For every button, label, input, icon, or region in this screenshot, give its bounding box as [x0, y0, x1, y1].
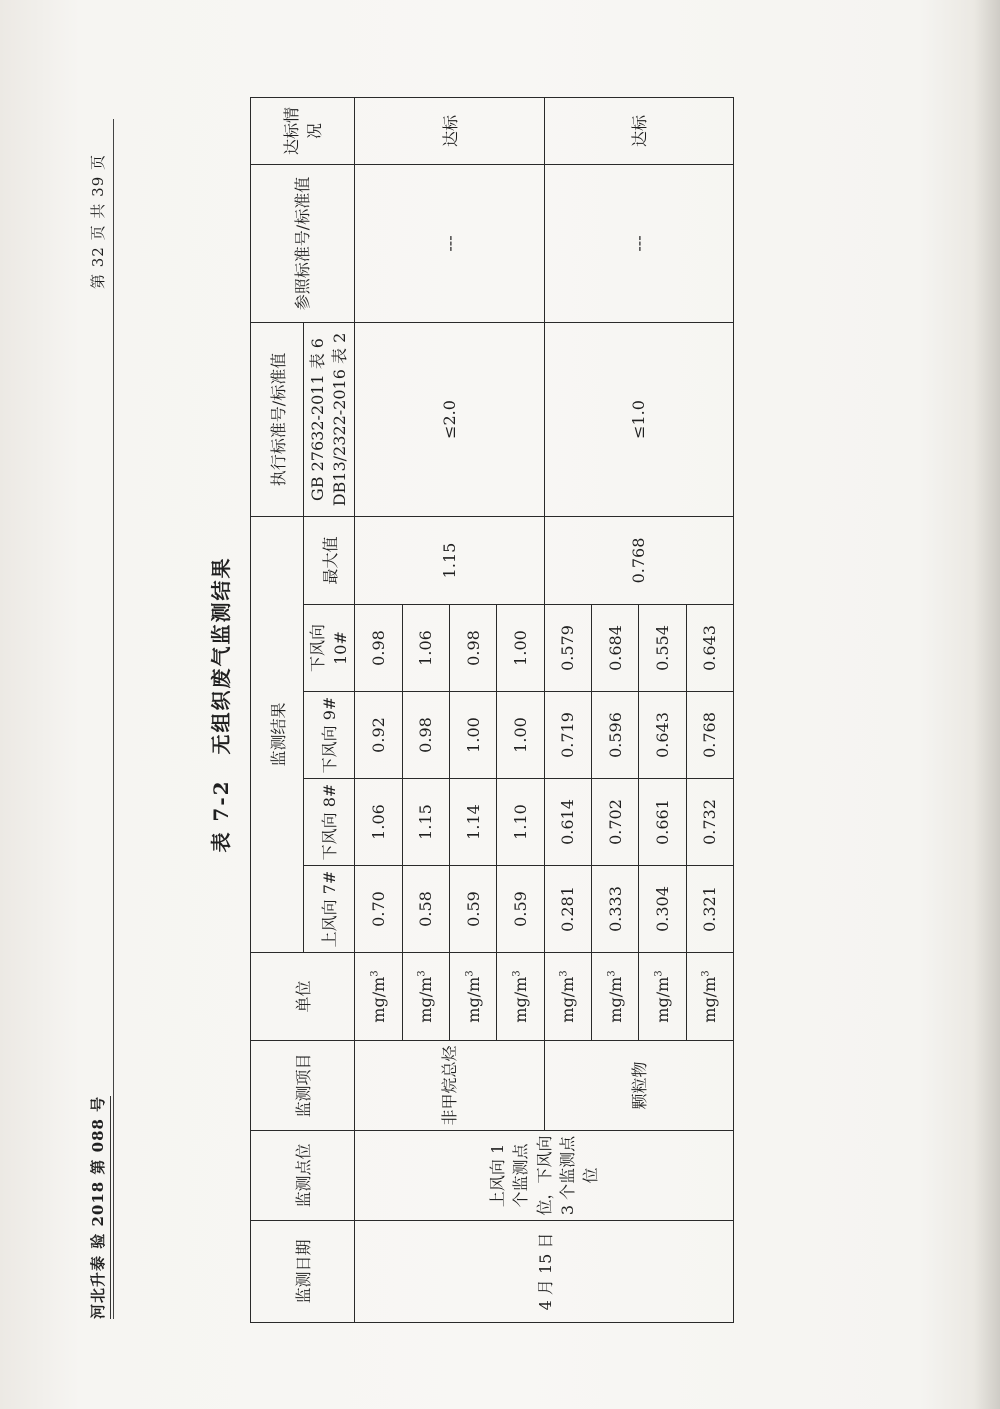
- cell-value: 0.554: [639, 605, 686, 692]
- col-header-status: 达标情况: [251, 98, 355, 165]
- cell-value: 1.00: [450, 692, 497, 779]
- cell-item-nmhc: 非甲烷总烃: [355, 1041, 544, 1131]
- cell-unit: $mg/m^3$: [639, 953, 686, 1041]
- cell-date: 4 月 15 日: [355, 1221, 734, 1323]
- cell-value: 0.98: [355, 605, 402, 692]
- cell-value: 0.579: [544, 605, 591, 692]
- col-header-item: 监测项目: [251, 1041, 355, 1131]
- cell-status-particulate: 达标: [544, 98, 733, 165]
- monitoring-results-table: [250, 97, 734, 1323]
- cell-value: 0.702: [592, 779, 639, 866]
- cell-value: 0.768: [686, 692, 733, 779]
- cell-value: 0.70: [355, 866, 402, 953]
- cell-value: 1.06: [402, 605, 449, 692]
- exec-std-code-2: DB13/2322-2016 表 2: [330, 332, 350, 507]
- cell-unit: $mg/m^3$: [497, 953, 544, 1041]
- cell-unit: $mg/m^3$: [450, 953, 497, 1041]
- page-number: 第 32 页 共 39 页: [89, 153, 107, 289]
- header-rule: [113, 119, 114, 1319]
- table-number: 表 7-2: [209, 779, 233, 853]
- cell-unit: $mg/m^3$: [544, 953, 591, 1041]
- cell-unit: $mg/m^3$: [592, 953, 639, 1041]
- table-title: 无组织废气监测结果: [209, 556, 233, 755]
- cell-value: 0.59: [497, 866, 544, 953]
- cell-value: 1.15: [402, 779, 449, 866]
- cell-item-particulate: 颗粒物: [544, 1041, 733, 1131]
- cell-status-nmhc: 达标: [355, 98, 544, 165]
- cell-value: 0.596: [592, 692, 639, 779]
- cell-value: 0.614: [544, 779, 591, 866]
- col-header-down-8: 下风向 8#: [304, 779, 355, 866]
- table-row: [355, 98, 402, 1323]
- cell-max-particulate: 0.768: [544, 517, 733, 605]
- cell-unit: $mg/m^3$: [402, 953, 449, 1041]
- cell-value: 0.719: [544, 692, 591, 779]
- col-header-down-9: 下风向 9#: [304, 692, 355, 779]
- cell-value: 0.98: [402, 692, 449, 779]
- cell-value: 0.661: [639, 779, 686, 866]
- cell-point: 上风向 1 个监测点位，下风向 3 个监测点位: [355, 1131, 734, 1221]
- cell-value: 0.333: [592, 866, 639, 953]
- cell-value: 0.684: [592, 605, 639, 692]
- cell-value: 1.00: [497, 605, 544, 692]
- cell-value: 0.643: [686, 605, 733, 692]
- cell-ref-value-nmhc: ---: [355, 165, 544, 323]
- table-caption: [205, 0, 234, 1409]
- cell-max-nmhc: 1.15: [355, 517, 544, 605]
- cell-unit: $mg/m^3$: [686, 953, 733, 1041]
- exec-std-codes: [304, 323, 355, 517]
- cell-value: 0.281: [544, 866, 591, 953]
- cell-value: 0.304: [639, 866, 686, 953]
- col-header-point: 监测点位: [251, 1131, 355, 1221]
- cell-exec-value-particulate: ≤1.0: [544, 323, 733, 517]
- col-header-unit: 单位: [251, 953, 355, 1041]
- col-header-date: 监测日期: [251, 1221, 355, 1323]
- col-header-down-10: 下风向 10#: [304, 605, 355, 692]
- cell-value: 1.00: [497, 692, 544, 779]
- cell-value: 1.10: [497, 779, 544, 866]
- col-header-max: 最大值: [304, 517, 355, 605]
- cell-value: 1.06: [355, 779, 402, 866]
- cell-value: 0.59: [450, 866, 497, 953]
- col-header-ref-std: 参照标准号/标准值: [251, 165, 355, 323]
- header-row-1: [251, 98, 304, 1323]
- cell-value: 0.321: [686, 866, 733, 953]
- col-header-exec-std: 执行标准号/标准值: [251, 323, 304, 517]
- cell-unit: $mg/m^3$: [355, 953, 402, 1041]
- cell-ref-value-particulate: ---: [544, 165, 733, 323]
- col-header-results: 监测结果: [251, 517, 304, 953]
- col-header-up-7: 上风向 7#: [304, 866, 355, 953]
- exec-std-code-1: GB 27632-2011 表 6: [307, 338, 327, 502]
- cell-value: 0.98: [450, 605, 497, 692]
- cell-exec-value-nmhc: ≤2.0: [355, 323, 544, 517]
- cell-value: 1.14: [450, 779, 497, 866]
- cell-value: 0.58: [402, 866, 449, 953]
- report-number: 河北升泰 验 2018 第 088 号: [87, 1096, 111, 1319]
- cell-value: 0.92: [355, 692, 402, 779]
- cell-value: 0.732: [686, 779, 733, 866]
- cell-value: 0.643: [639, 692, 686, 779]
